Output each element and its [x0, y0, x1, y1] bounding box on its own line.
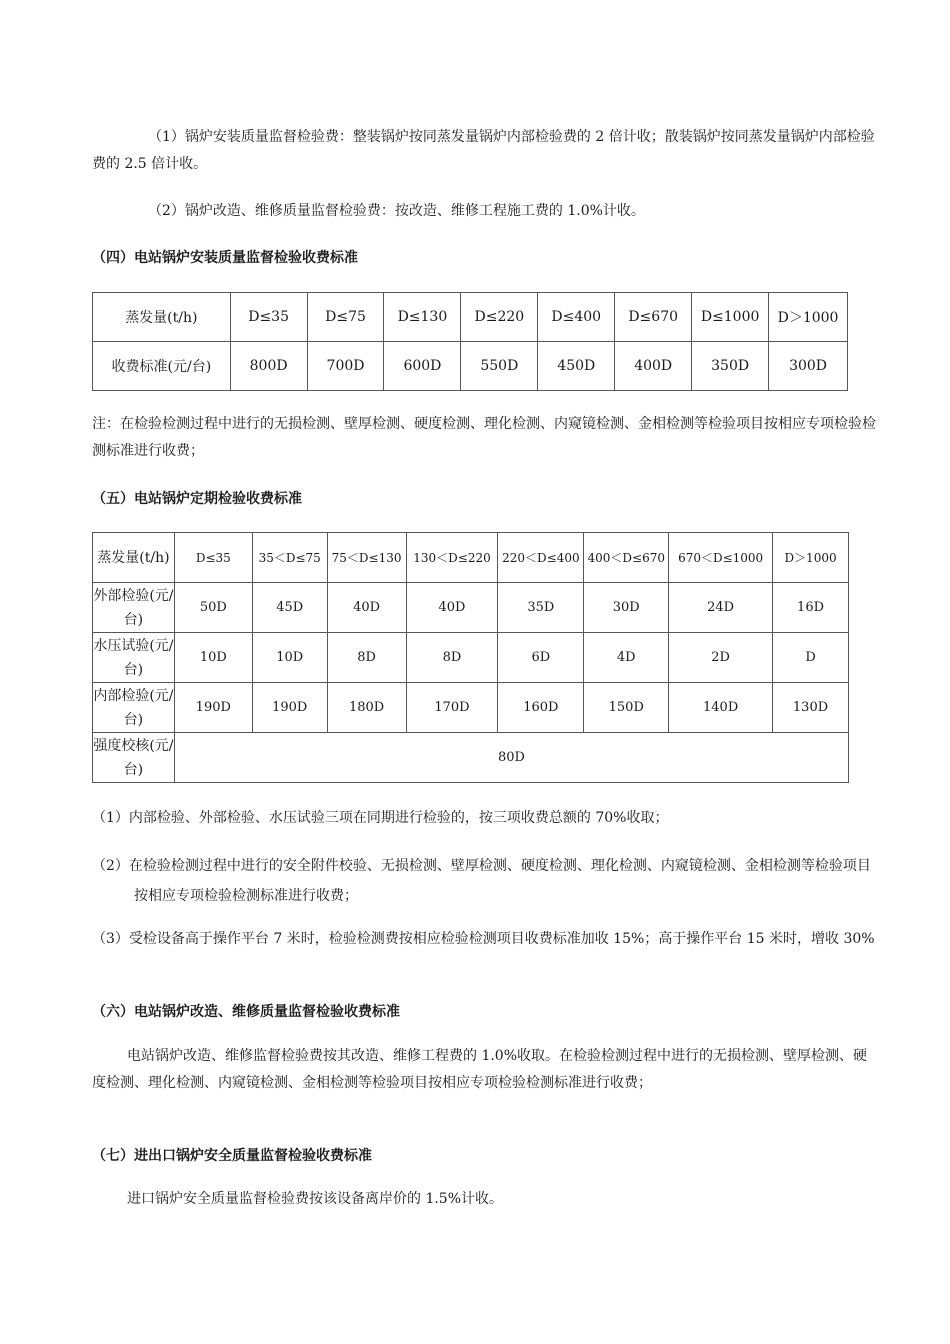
- table-cell: 190D: [174, 683, 252, 733]
- fee-label: 收费标准(元/台): [93, 342, 231, 391]
- table-cell: 550D: [461, 342, 538, 391]
- table-cell: 800D: [230, 342, 307, 391]
- section-4-note: 注：在检验检测过程中进行的无损检测、壁厚检测、硬度检测、理化检测、内窥镜检测、金相检测等检验项目按相应专项检验检测标准进行收费；: [92, 416, 876, 459]
- table-cell: 350D: [692, 342, 769, 391]
- table-header-cell: 35＜D≤75: [252, 533, 327, 583]
- table-header-cell: D≤35: [174, 533, 252, 583]
- section-5-note-1: （1）内部检验、外部检验、水压试验三项在同期进行检验的，按三项收费总额的 70%收取；: [92, 810, 669, 826]
- table-cell: 180D: [327, 683, 406, 733]
- table-cell: 16D: [773, 583, 849, 633]
- table-cell: 150D: [584, 683, 669, 733]
- table-cell: 10D: [252, 633, 327, 683]
- table-cell: 4D: [584, 633, 669, 683]
- row-label-strength: 强度校核(元/台): [93, 733, 175, 783]
- table-cell: 300D: [769, 342, 848, 391]
- table-cell: 40D: [406, 583, 498, 633]
- table-header-cell: D≤1000: [692, 293, 769, 342]
- table-cell: 600D: [384, 342, 461, 391]
- table-header-cell: D≤220: [461, 293, 538, 342]
- table-cell: 30D: [584, 583, 669, 633]
- repair-fee-paragraph: （2）锅炉改造、维修质量监督检验费：按改造、维修工程施工费的 1.0%计收。: [148, 203, 645, 219]
- section-7-heading: （七）进出口锅炉安全质量监督检验收费标准: [92, 1148, 372, 1164]
- table-header-cell: D≤670: [615, 293, 692, 342]
- table-header-cell: 670＜D≤1000: [669, 533, 773, 583]
- install-fee-paragraph: （1）锅炉安装质量监督检验费：整装锅炉按同蒸发量锅炉内部检验费的 2 倍计收；散装锅炉按同蒸发量锅炉内部检验费的 2.5 倍计收。: [92, 129, 875, 172]
- install-fee-table: [92, 292, 848, 391]
- table-row: [93, 293, 848, 342]
- section-6-body: 电站锅炉改造、维修监督检验费按其改造、维修工程费的 1.0%收取。在检验检测过程中进行的无损检测、壁厚检测、硬度检测、理化检测、内窥镜检测、金相检测等检验项目按相应专项检验检测标准进行收费；: [92, 1048, 868, 1091]
- section-4-heading: （四）电站锅炉安装质量监督检验收费标准: [92, 250, 358, 266]
- table-header-cell: 75＜D≤130: [327, 533, 406, 583]
- table-cell: 45D: [252, 583, 327, 633]
- table-header-cell: D≤75: [307, 293, 384, 342]
- table-header-cell: 130＜D≤220: [406, 533, 498, 583]
- section-5-heading: （五）电站锅炉定期检验收费标准: [92, 491, 302, 507]
- table-cell: 130D: [773, 683, 849, 733]
- row-label-hydrostatic: 水压试验(元/台): [93, 633, 175, 683]
- table-cell: 10D: [174, 633, 252, 683]
- table-row: [93, 683, 849, 733]
- table-cell: 35D: [498, 583, 584, 633]
- table-cell: 400D: [615, 342, 692, 391]
- table-header-cell: D＞1000: [769, 293, 848, 342]
- periodic-inspection-table: [92, 532, 849, 783]
- table-cell: 2D: [669, 633, 773, 683]
- table-cell: 140D: [669, 683, 773, 733]
- table-cell: 700D: [307, 342, 384, 391]
- table-header-cell: D≤130: [384, 293, 461, 342]
- table-cell: 160D: [498, 683, 584, 733]
- section-6-heading: （六）电站锅炉改造、维修质量监督检验收费标准: [92, 1004, 400, 1020]
- evaporation-label: 蒸发量(t/h): [93, 293, 231, 342]
- section-5-note-2: （2）在检验检测过程中进行的安全附件校验、无损检测、壁厚检测、硬度检测、理化检测、内窥镜检测、金相检测等检验项目按相应专项检验检测标准进行收费；: [92, 858, 871, 904]
- table-cell: 8D: [327, 633, 406, 683]
- table-cell: 170D: [406, 683, 498, 733]
- table-row: [93, 583, 849, 633]
- table-cell: D: [773, 633, 849, 683]
- evaporation-label: 蒸发量(t/h): [93, 533, 175, 583]
- row-label-internal: 内部检验(元/台): [93, 683, 175, 733]
- table-row: [93, 342, 848, 391]
- section-5-note-3: （3）受检设备高于操作平台 7 米时，检验检测费按相应检验检测项目收费标准加收 15%；高于操作平台 15 米时，增收 30%: [92, 931, 875, 947]
- table-header-cell: D＞1000: [773, 533, 849, 583]
- table-cell: 190D: [252, 683, 327, 733]
- table-cell: 40D: [327, 583, 406, 633]
- table-cell: 8D: [406, 633, 498, 683]
- section-7-body: 进口锅炉安全质量监督检验费按该设备离岸价的 1.5%计收。: [127, 1191, 504, 1207]
- table-row: [93, 533, 849, 583]
- strength-value-cell: 80D: [174, 733, 848, 783]
- table-header-cell: 400＜D≤670: [584, 533, 669, 583]
- table-cell: 450D: [538, 342, 615, 391]
- row-label-external: 外部检验(元/台): [93, 583, 175, 633]
- table-header-cell: D≤400: [538, 293, 615, 342]
- table-cell: 6D: [498, 633, 584, 683]
- table-header-cell: D≤35: [230, 293, 307, 342]
- table-row: [93, 733, 849, 783]
- table-row: [93, 633, 849, 683]
- table-cell: 24D: [669, 583, 773, 633]
- table-header-cell: 220＜D≤400: [498, 533, 584, 583]
- table-cell: 50D: [174, 583, 252, 633]
